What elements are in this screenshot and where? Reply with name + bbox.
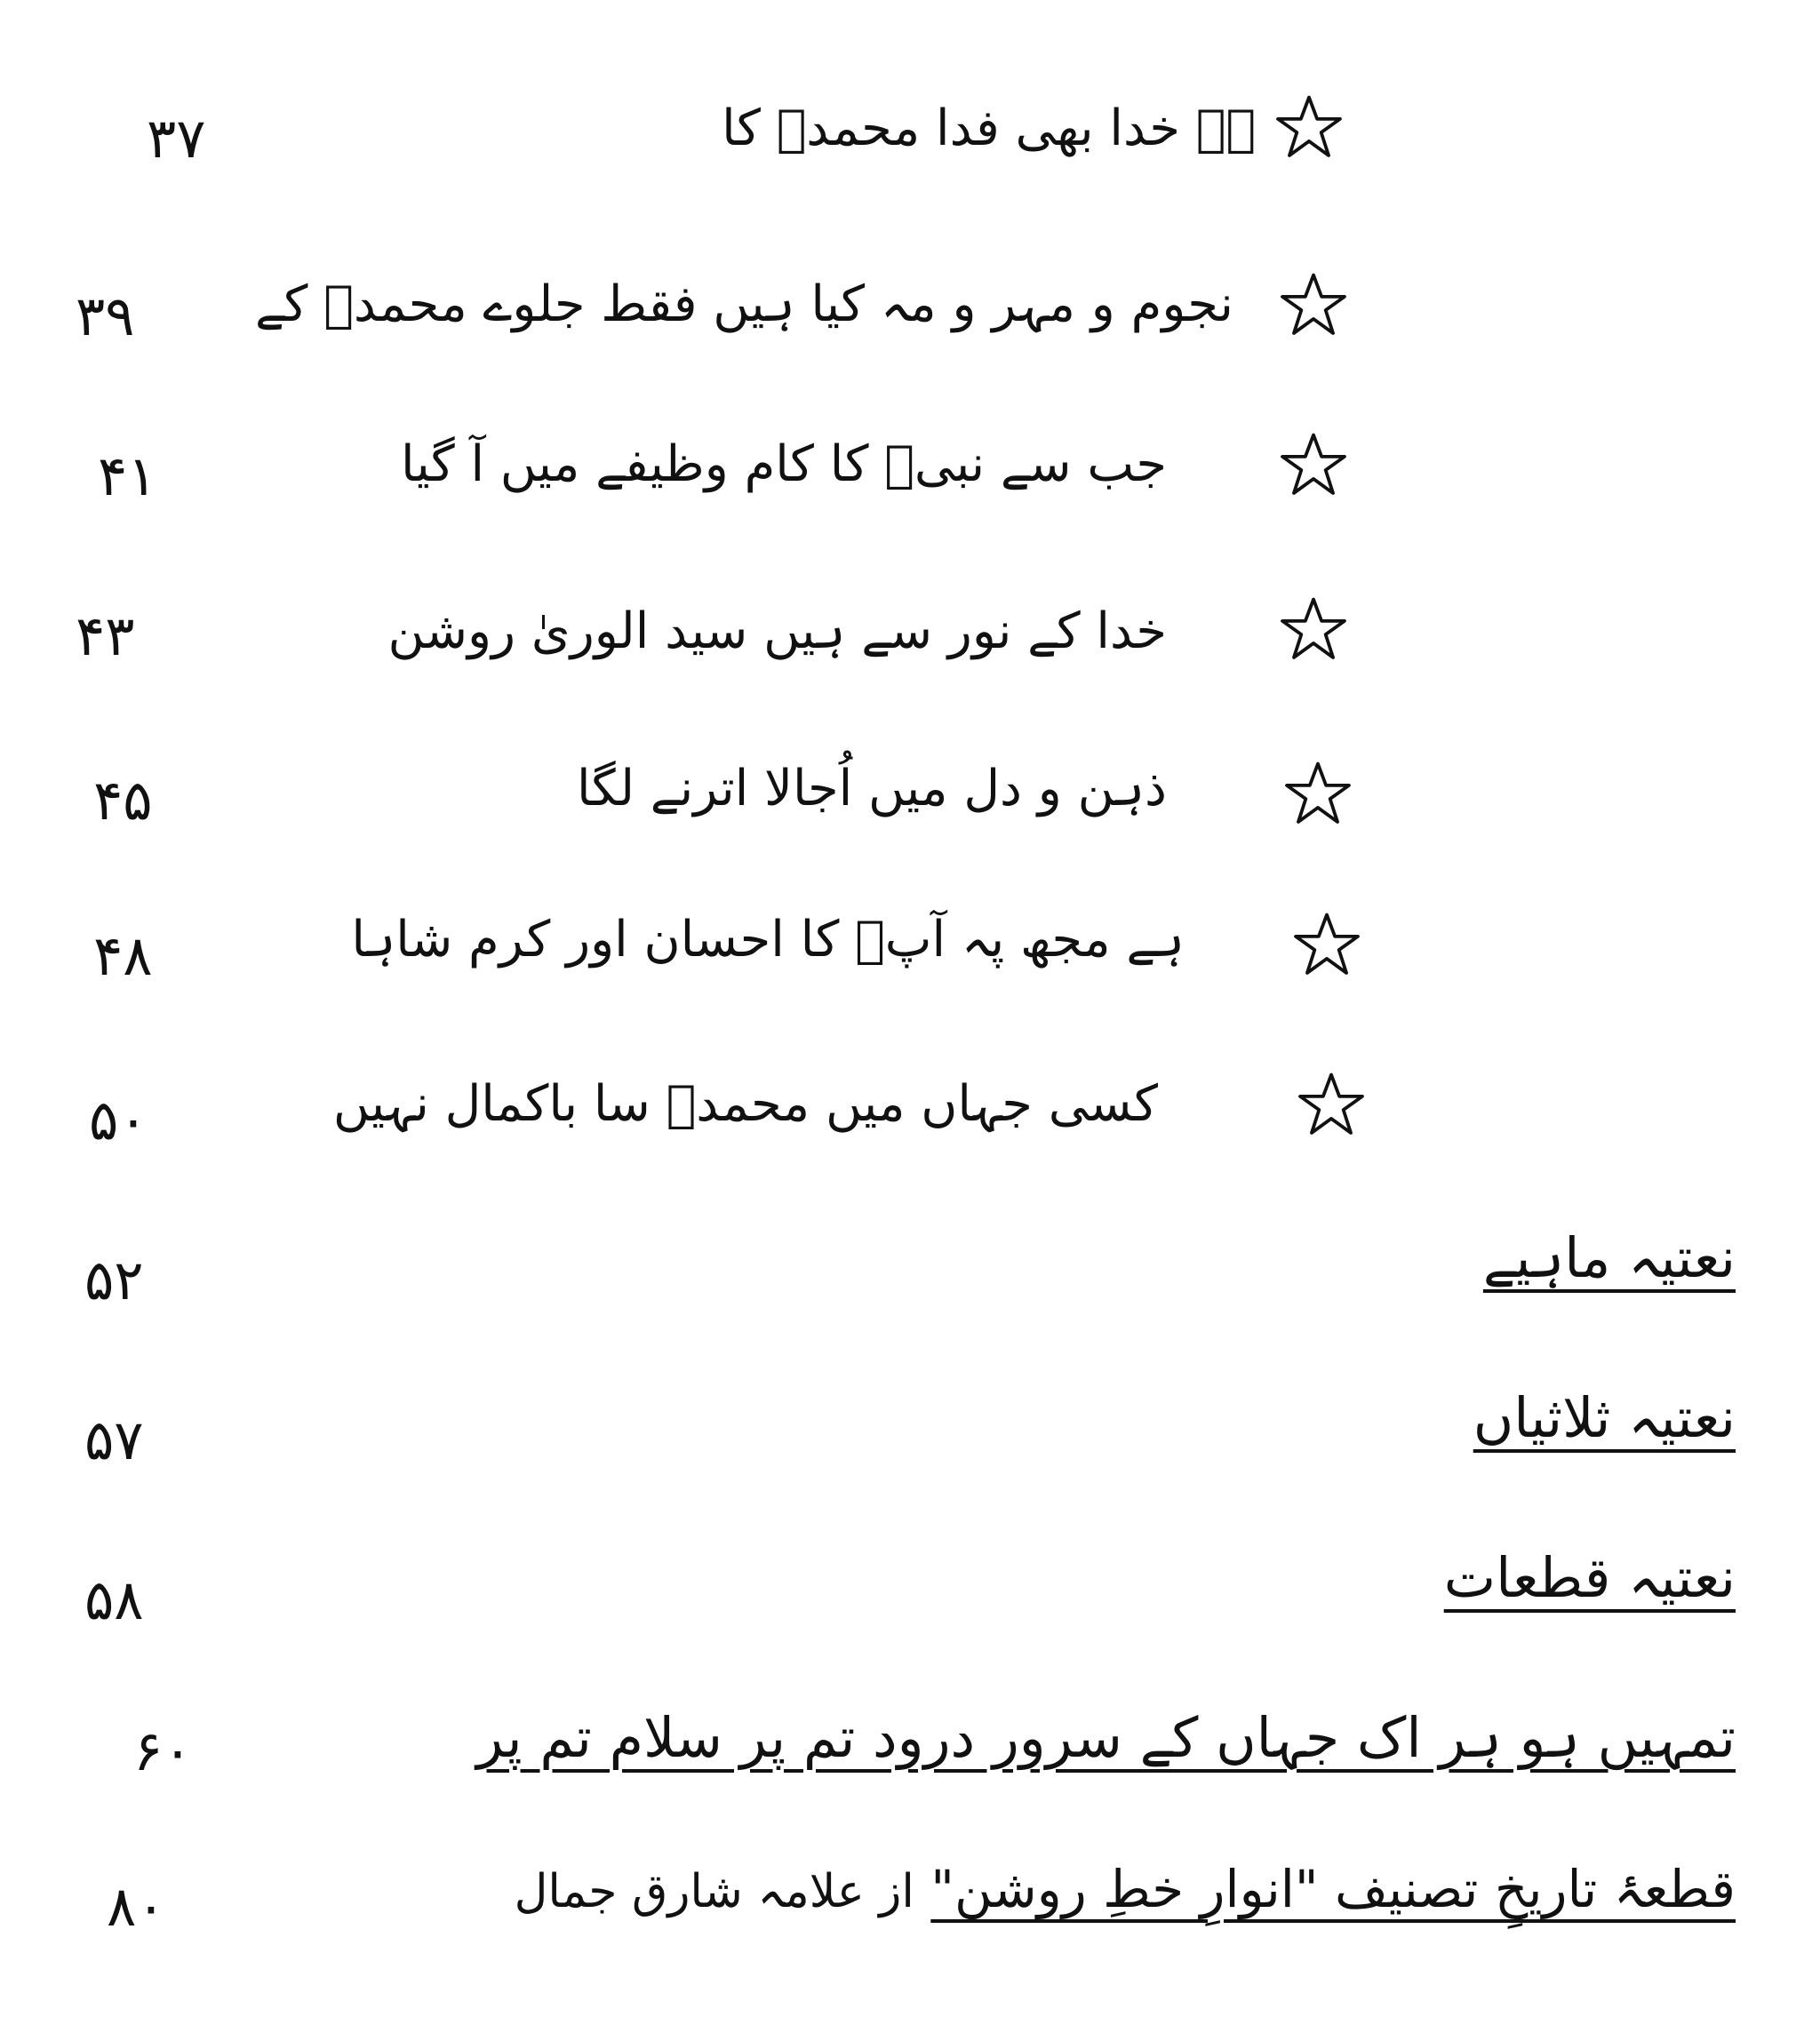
page-number: ۶۰ (133, 1718, 193, 1783)
page-number: ۴۵ (93, 768, 153, 833)
page-number: ۳۹ (76, 283, 135, 348)
star-bullet-icon (1275, 93, 1343, 161)
toc-section (0, 1693, 1820, 1790)
page-number: ۴۳ (76, 603, 135, 668)
section-title: نعتیہ قطعات (1443, 1545, 1736, 1610)
entry-title: کسی جہاں میں محمدؐ سا باکمال نہیں (332, 1075, 1158, 1133)
page-number: ۸۰ (107, 1874, 166, 1939)
toc-entry (0, 742, 1820, 840)
final-entry-title: قطعۂ تاریخِ تصنیف "انوارِ خطِ روشن" (930, 1859, 1736, 1919)
entry-title: ہے مجھ پہ آپؐ کا احسان اور کرم شاہا (351, 911, 1185, 969)
entry-title: نجوم و مہر و مہ کیا ہیں فقط جلوے محمدؐ کے (254, 275, 1233, 333)
toc-section (0, 1373, 1820, 1471)
section-title: نعتیہ ثلاثیاں (1473, 1385, 1736, 1450)
toc-final-entry (0, 1844, 1820, 1941)
star-bullet-icon (1284, 760, 1352, 827)
toc-entry (0, 582, 1820, 680)
page-number: ۵۲ (84, 1248, 144, 1312)
star-bullet-icon (1293, 911, 1361, 978)
entry-title: خدا کے نور سے ہیں سید الوریٰ روشن (387, 602, 1167, 660)
entry-title: ذہن و دل میں اُجالا اترنے لگا (576, 760, 1167, 817)
page-number: ۳۷ (147, 106, 206, 171)
star-bullet-icon (1280, 595, 1347, 663)
final-entry-author: از علامہ شارق جمال (514, 1865, 914, 1918)
toc-section (0, 1533, 1820, 1630)
star-bullet-icon (1280, 431, 1347, 498)
toc-entry (0, 84, 1820, 182)
section-title: نعتیہ ماہیے (1482, 1225, 1736, 1290)
page-number: ۴۸ (93, 923, 153, 988)
toc-entry (0, 253, 1820, 351)
page-number: ۴۱ (98, 443, 157, 508)
star-bullet-icon (1297, 1071, 1365, 1138)
final-entry-line (514, 1859, 1736, 1919)
entry-title: جب سے نبیؐ کا کام وظیفے میں آ گیا (401, 435, 1167, 493)
page-number: ۵۸ (84, 1567, 144, 1632)
page-number: ۵۷ (84, 1407, 144, 1472)
star-bullet-icon (1280, 271, 1347, 339)
section-title: تمہیں ہو ہر اک جہاں کے سرور درود تم پر سلام تم پر (476, 1705, 1736, 1770)
entry-title: ہے خدا بھی فدا محمدؐ کا (722, 100, 1256, 157)
toc-entry (0, 413, 1820, 511)
toc-entry (0, 1053, 1820, 1151)
toc-entry (0, 893, 1820, 991)
page-number: ۵۰ (89, 1088, 148, 1152)
toc-section (0, 1213, 1820, 1311)
